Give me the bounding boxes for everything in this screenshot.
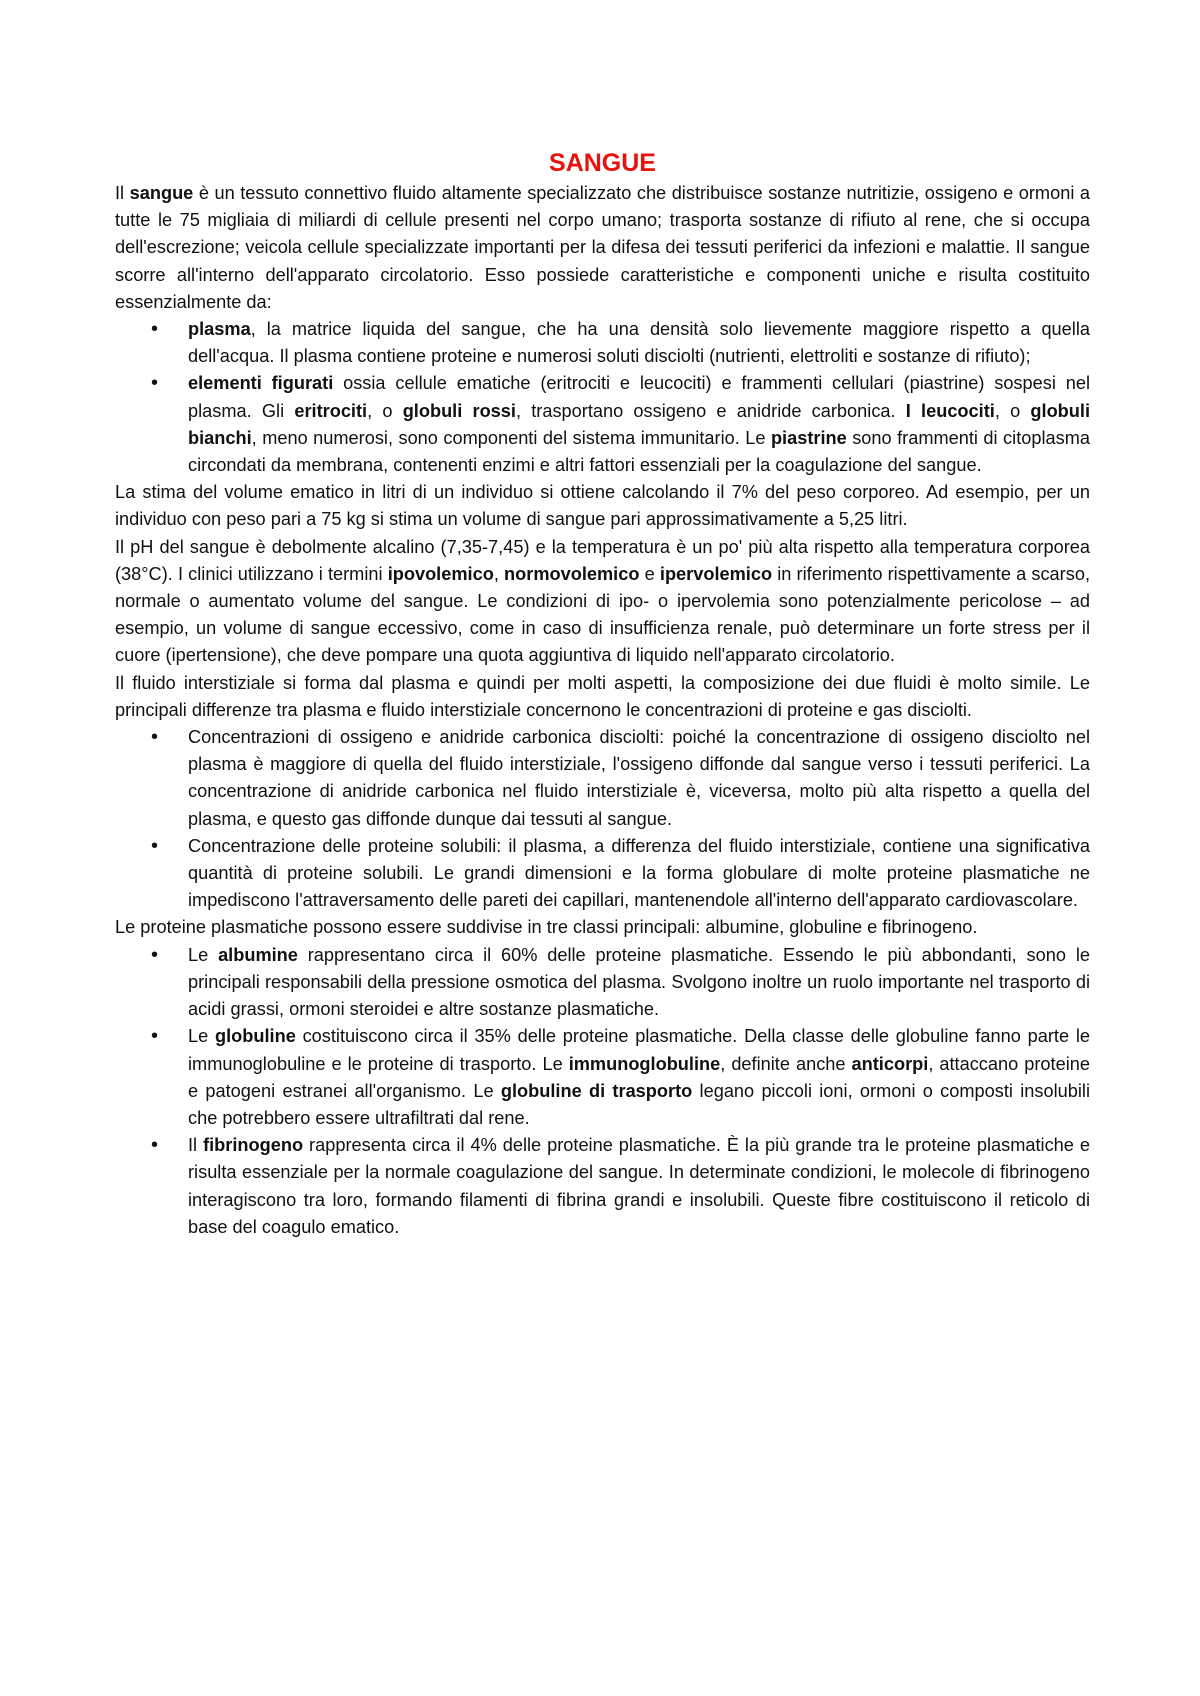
list-item-globuline: • Le globuline costituiscono circa il 35% delle proteine plasmatiche. Della classe delle globuline fanno parte le immunoglobuline e le proteine di trasporto. Le immunoglobuline, definite anche anticorpi, attaccano proteine e patogeni estranei all'organismo. Le globuline di trasporto legano piccoli ioni, ormoni o composti insolubili che potrebbero essere ultrafiltrati dal rene. [115,1023,1090,1132]
bold-term: anticorpi [851,1053,929,1074]
paragraph-intro: Il sangue è un tessuto connettivo fluido altamente specializzato che distribuisce sostanze nutritizie, ossigeno e ormoni a tutte le 75 migliaia di miliardi di cellule presenti nel corpo umano; trasporta sostanze di rifiuto al rene, che si occupa dell'escrezione; veicola cellule specializzate importanti per la difesa dei tessuti periferici da infezioni e malattie. Il sangue scorre all'interno dell'apparato circolatorio. Esso possiede caratteristiche e componenti uniche e risulta costituito essenzialmente da: [115,183,1090,312]
list-item-plasma: • plasma, la matrice liquida del sangue, che ha una densità solo lievemente maggiore rispetto a quella dell'acqua. Il plasma contiene proteine e numerosi soluti disciolti (nutrienti, elettroliti e sostanze di rifiuto); [115,316,1090,370]
bold-term: elementi figurati [188,373,334,394]
list-item-elementi-figurati: • elementi figurati ossia cellule ematiche (eritrociti e leucociti) e frammenti cellulari (piastrine) sospesi nel plasma. Gli eritrociti, o globuli rossi, trasportano ossigeno e anidride carbonica. I leucociti, o globuli bianchi, meno numerosi, sono componenti del sistema immunitario. Le piastrine sono frammenti di citoplasma circondati da membrana, contenenti enzimi e altri fattori essenziali per la coagulazione del sangue. [115,370,1090,479]
paragraph-interstitial: Il fluido interstiziale si forma dal plasma e quindi per molti aspetti, la composizione dei due fluidi è molto simile. Le principali differenze tra plasma e fluido interstiziale concernono le concentrazioni di proteine e gas disciolti. [115,672,1090,720]
bold-term: immunoglobuline [568,1053,721,1074]
paragraph-ph: Il pH del sangue è debolmente alcalino (7,35-7,45) e la temperatura è un po' più alta rispetto alla temperatura corporea (38°C). I clinici utilizzano i termini ipovolemico, normovolemico e ipervolemico in riferimento rispettivamente a scarso, normale o aumentato volume del sangue. Le condizioni di ipo- o ipervolemia sono potenzialmente pericolose – ad esempio, un volume di sangue eccessivo, come in caso di insufficienza renale, può determinare un forte stress per il cuore (ipertensione), che deve pompare una quota aggiuntiva di liquido nell'apparato circolatorio. [115,536,1090,666]
bold-term: eritrociti [294,400,368,421]
list-item-fibrinogeno: • Il fibrinogeno rappresenta circa il 4% delle proteine plasmatiche. È la più grande tra le proteine plasmatiche e risulta essenziale per la normale coagulazione del sangue. In determinate condizioni, le molecole di fibrinogeno interagiscono tra loro, formando filamenti di fibrina grandi e insolubili. Queste fibre costituiscono il reticolo di base del coagulo ematico. [115,1132,1090,1241]
differences-list [115,724,1090,914]
bold-term: fibrinogeno [203,1135,304,1156]
components-list [115,316,1090,479]
bold-term: globuline di trasporto [500,1080,693,1101]
bold-term: albumine [218,944,298,965]
bold-term: ipervolemico [659,563,773,584]
list-item-gas: • Concentrazioni di ossigeno e anidride carbonica disciolti: poiché la concentrazione di ossigeno disciolto nel plasma è maggiore di quella del fluido interstiziale, l'ossigeno diffonde dal sangue verso i tessuti periferici. La concentrazione di anidride carbonica nel fluido interstiziale è, viceversa, molto più alta rispetto a quella del plasma, e questo gas diffonde dunque dai tessuti al sangue. [115,724,1090,833]
bold-term: globuli bianchi [188,400,1091,448]
bold-term: globuline [214,1026,296,1047]
list-item-proteins: • Concentrazione delle proteine solubili: il plasma, a differenza del fluido interstiziale, contiene una significativa quantità di proteine solubili. Le grandi dimensioni e la forma globulare di molte proteine plasmatiche ne impediscono l'attraversamento delle pareti dei capillari, mantenendole all'interno dell'apparato cardiovascolare. [115,833,1090,915]
list-item-albumine: • Le albumine rappresentano circa il 60% delle proteine plasmatiche. Essendo le più abbondanti, sono le principali responsabili della pressione osmotica del plasma. Svolgono inoltre un ruolo importante nel trasporto di acidi grassi, ormoni steroidei e altre sostanze plasmatiche. [115,942,1090,1024]
document-page [115,148,1090,1241]
bold-term: globuli rossi [402,400,516,421]
protein-classes-list [115,942,1090,1241]
bold-term: sangue [129,183,194,203]
paragraph-protein-classes: Le proteine plasmatiche possono essere suddivise in tre classi principali: albumine, globuline e fibrinogeno. [115,917,978,938]
page-title: SANGUE [549,149,656,177]
bold-term: plasma [188,319,251,340]
bold-term: ipovolemico [387,563,494,584]
bold-term: normovolemico [504,563,640,584]
bold-term: piastrine [770,427,847,448]
paragraph-volume: La stima del volume ematico in litri di un individuo si ottiene calcolando il 7% del peso corporeo. Ad esempio, per un individuo con peso pari a 75 kg si stima un volume di sangue pari approssimativamente a 5,25 litri. [115,482,1090,530]
bold-term: I leucociti [905,400,995,421]
